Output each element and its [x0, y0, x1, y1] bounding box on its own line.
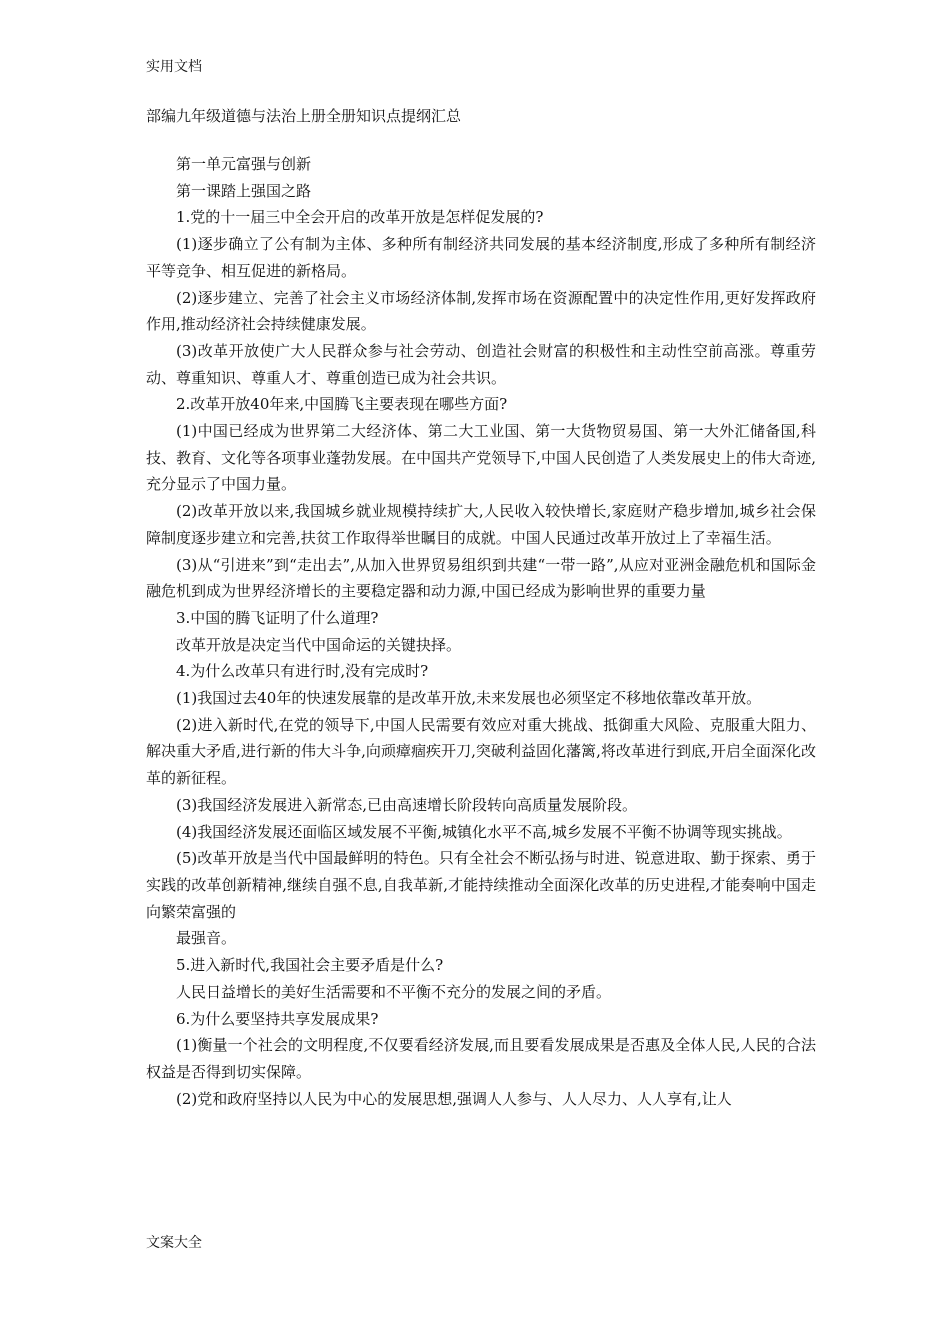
paragraph: (4)我国经济发展还面临区域发展不平衡,城镇化水平不高,城乡发展不平衡不协调等现实挑战。	[176, 822, 792, 841]
paragraph: (2)改革开放以来,我国城乡就业规模持续扩大,人民收入较快增长,家庭财产稳步增加,城乡社会保障制度逐步建立和完善,扶贫工作取得举世瞩目的成就。中国人民通过改革开放过上了幸福生活。	[146, 502, 816, 547]
page-footer: 文案大全	[146, 1235, 202, 1251]
paragraph: (2)逐步建立、完善了社会主义市场经济体制,发挥市场在资源配置中的决定性作用,更好发挥政府作用,推动经济社会持续健康发展。	[146, 288, 816, 334]
paragraph: 第一单元富强与创新	[176, 155, 312, 173]
paragraph: 第一课踏上强国之路	[176, 181, 312, 200]
paragraph: 人民日益增长的美好生活需要和不平衡不充分的发展之间的矛盾。	[176, 982, 612, 1001]
paragraph: (1)衡量一个社会的文明程度,不仅要看经济发展,而且要看发展成果是否惠及全体人民,人民的合法权益是否得到切实保障。	[146, 1036, 816, 1081]
page-header: 实用文档	[146, 59, 202, 75]
paragraph: (5)改革开放是当代中国最鲜明的特色。只有全社会不断弘扬与时进、锐意进取、勤于探索、勇于实践的改革创新精神,继续自强不息,自我革新,才能持续推动全面深化改革的历史进程,才能奏响中国走向繁荣富强的	[146, 849, 816, 921]
document-title: 部编九年级道德与法治上册全册知识点提纲汇总	[146, 107, 462, 125]
document-body	[146, 151, 816, 1112]
paragraph: (3)我国经济发展进入新常态,已由高速增长阶段转向高质量发展阶段。	[176, 795, 638, 814]
paragraph: 6.为什么要坚持共享发展成果?	[176, 1009, 379, 1028]
paragraph: (3)改革开放使广大人民群众参与社会劳动、创造社会财富的积极性和主动性空前高涨。尊重劳动、尊重知识、尊重人才、尊重创造已成为社会共识。	[146, 341, 816, 387]
paragraph: 4.为什么改革只有进行时,没有完成时?	[176, 662, 429, 681]
paragraph: 1.党的十一届三中全会开启的改革开放是怎样促发展的?	[176, 208, 544, 227]
paragraph: 最强音。	[176, 929, 237, 948]
paragraph: (1)中国已经成为世界第二大经济体、第二大工业国、第一大货物贸易国、第一大外汇储备国,科技、教育、文化等各项事业蓬勃发展。在中国共产党领导下,中国人民创造了人类发展史上的伟大奇迹,充分显示了中国力量。	[146, 422, 816, 494]
paragraph: (3)从“引进来”到“走出去”,从加入世界贸易组织到共建“一带一路”,从应对亚洲金融危机和国际金融危机到成为世界经济增长的主要稳定器和动力源,中国已经成为影响世界的重要力量	[146, 555, 816, 601]
paragraph: 2.改革开放40年来,中国腾飞主要表现在哪些方面?	[176, 395, 508, 414]
paragraph: (2)进入新时代,在党的领导下,中国人民需要有效应对重大挑战、抵御重大风险、克服重大阻力、解决重大矛盾,进行新的伟大斗争,向顽瘴痼疾开刀,突破利益固化藩篱,将改革进行到底,开启全面深化改革的新征程。	[146, 715, 816, 788]
paragraph: 5.进入新时代,我国社会主要矛盾是什么?	[176, 956, 444, 975]
paragraph: (2)党和政府坚持以人民为中心的发展思想,强调人人参与、人人尽力、人人享有,让人	[176, 1089, 732, 1108]
paragraph: 改革开放是决定当代中国命运的关键抉择。	[176, 635, 462, 654]
paragraph: 3.中国的腾飞证明了什么道理?	[176, 608, 379, 627]
paragraph: (1)我国过去40年的快速发展靠的是改革开放,未来发展也必须坚定不移地依靠改革开放。	[176, 689, 762, 708]
paragraph: (1)逐步确立了公有制为主体、多种所有制经济共同发展的基本经济制度,形成了多种所有制经济平等竞争、相互促进的新格局。	[146, 235, 816, 280]
